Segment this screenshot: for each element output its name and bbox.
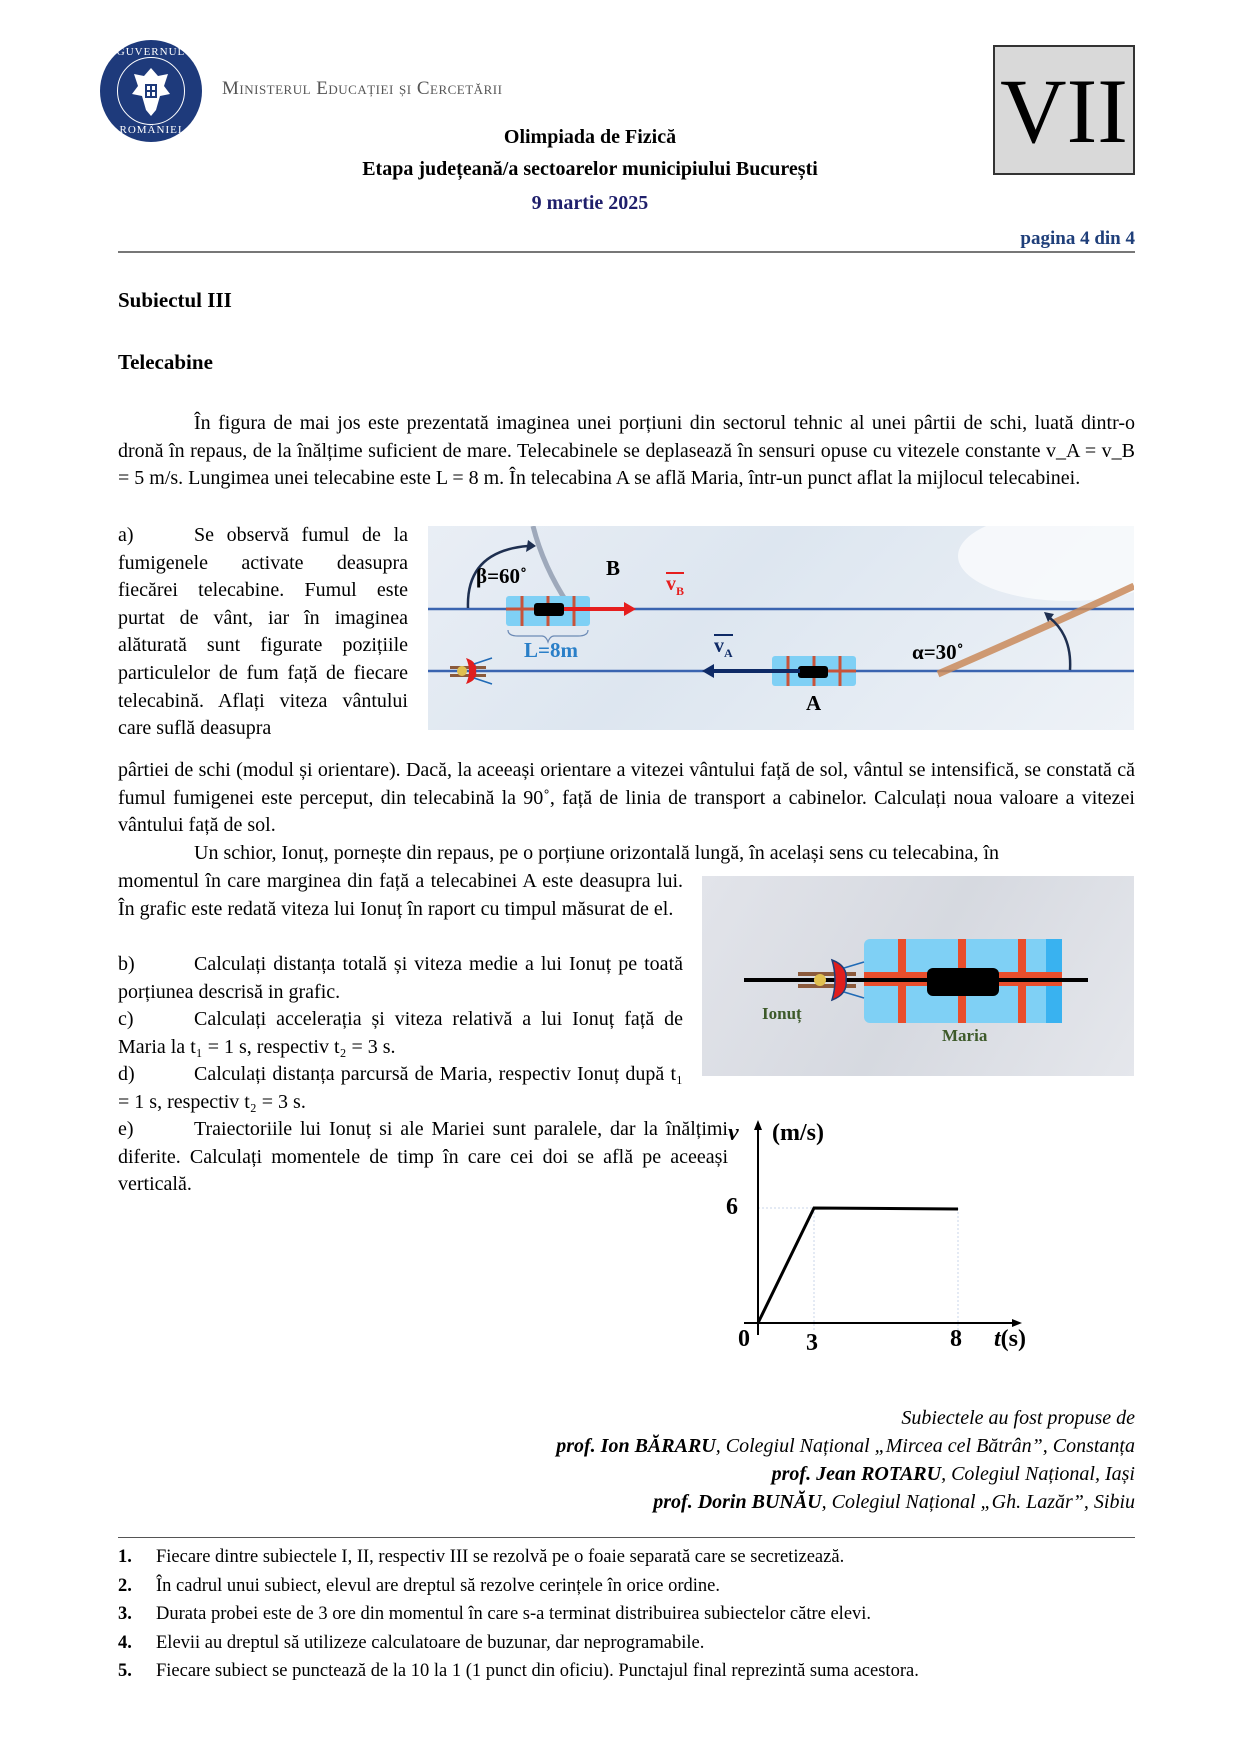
credit-author-2: prof. Jean ROTARU, Colegiul Național, Iași [771, 1463, 1135, 1485]
part-d-label: d) [118, 1063, 135, 1085]
part-e [118, 1116, 728, 1199]
rule-item: 3. Durata probei este de 3 ore din momentul în care s-a terminat distribuirea subiectelor către elevi. [118, 1604, 872, 1624]
part-c-text: Calculați accelerația și viteza relativă a lui Ionuț față de Maria la t₁ = 1 s, respectiv t₂ = 3 s. [118, 1008, 683, 1058]
skier-label: Ionuț [762, 1004, 802, 1023]
cabin-label: Maria [942, 1026, 988, 1045]
skier-intro-cont: momentul în care marginea din față a telecabinei A este deasupra lui. În grafic este redată viteza lui Ionuț în raport cu timpul măsurat de el. [118, 870, 683, 920]
part-a-text: Se observă fumul de la fumigenele activate deasupra fiecărei telecabine. Fumul este purtat de vânt, iar în imaginea alăturată sunt figurate pozițiile particulelor de fum față de fiecare telecabină. Aflați viteza vântului care suflă deasupra [118, 524, 408, 740]
subject-heading: Subiectul III [118, 288, 232, 312]
velocity-a-label: $v_A$ [714, 634, 733, 663]
cable-car-drone-figure [428, 526, 1134, 730]
part-c-label: c) [118, 1008, 134, 1030]
olympiad-title: Olimpiada de Fizică [503, 126, 677, 148]
part-e-label: e) [118, 1118, 134, 1140]
velocity-time-chart [726, 1120, 1092, 1380]
x-tick-3: 3 [806, 1330, 818, 1356]
part-b-text: Calculați distanța totală și viteza medie a lui Ionuț pe toată porțiunea descrisă in grafic. [118, 953, 683, 1003]
problem-intro: În figura de mai jos este prezentată imaginea unei porțiuni din sectorul tehnic al unei pârtii de schi, luată dintr-o dronă în repaus, de la înălțime suficient de mare. Telecabinele se deplasează în sensuri opuse cu vitezele constante v_A = v_B = 5 m/s. Lungimea unei telecabine este L = 8 m. În telecabina A se află Maria, într-un punct aflat la mijlocul telecabinei. [118, 412, 1135, 490]
y-axis-symbol: v [728, 1120, 739, 1146]
velocity-b-label: $v_B$ [666, 572, 684, 601]
beta-angle-label: β=60˚ [476, 564, 528, 588]
skier-and-cabin-figure [702, 876, 1134, 1076]
rule-item: 2. În cadrul unui subiect, elevul are dreptul să rezolve cerințele în orice ordine. [118, 1575, 721, 1596]
part-b-label: b) [118, 953, 135, 975]
header-divider [118, 251, 1135, 253]
problem-title: Telecabine [118, 350, 213, 374]
grade-badge: VII [993, 45, 1135, 175]
ministry-name: Ministerul Educației și Cercetării [222, 78, 503, 99]
credits-intro: Subiectele au fost propuse de [901, 1407, 1135, 1429]
logo-text-bottom: ROMÂNIEI [119, 124, 183, 136]
part-d-text: Calculați distanța parcursă de Maria, respectiv Ionuț după t₁ = 1 s, respectiv t₂ = 3 s. [118, 1063, 683, 1113]
part-a-continued: pârtiei de schi (modul și orientare). Dacă, la aceeași orientare a vitezei vântului față de sol, vântul se intensifică, se constată că fumul fumigenei este perceput, din telecabină la 90˚, față de linia de transport a cabinelor. Calculați noua valoare a vitezei vântului față de sol. [118, 759, 1135, 837]
government-logo-icon [100, 40, 202, 142]
part-e-text: Traiectoriile lui Ionuț si ale Mariei sunt paralele, dar la înălțimi diferite. Calculați momentele de timp în care cei doi se află pe aceeași verticală. [118, 1118, 728, 1196]
olympiad-stage: Etapa județeană/a sectoarelor municipiului București [362, 158, 818, 180]
page-number: pagina 4 din 4 [1020, 228, 1135, 249]
cabin-a-label: A [806, 691, 822, 715]
rule-item: 1. Fiecare dintre subiectele I, II, respectiv III se rezolvă pe o foaie separată care se secretizează. [118, 1547, 845, 1567]
part-b [118, 951, 683, 1006]
credit-author-1: prof. Ion BĂRARU, Colegiul Național „Mircea cel Bătrân”, Constanța [556, 1435, 1135, 1457]
exam-rules-list [118, 1543, 1135, 1686]
velocity-line [758, 1208, 958, 1323]
skier-intro-line: Un schior, Ionuț, pornește din repaus, pe o porțiune orizontală lungă, în același sens cu telecabina, în [194, 842, 1000, 864]
exam-date: 9 martie 2025 [531, 192, 649, 214]
rule-item: 4. Elevii au dreptul să utilizeze calculatoare de buzunar, dar neprogramabile. [118, 1632, 705, 1653]
y-tick-6: 6 [726, 1194, 738, 1220]
x-axis-label: t(s) [994, 1326, 1026, 1352]
coat-of-arms-icon [117, 57, 185, 125]
credit-author-3: prof. Dorin BUNĂU, Colegiul Național „Gh. Lazăr”, Sibiu [653, 1491, 1135, 1513]
part-a-label: a) [118, 524, 134, 546]
part-c [118, 1006, 683, 1061]
x-tick-8: 8 [950, 1326, 962, 1352]
rule-item: 5. Fiecare subiect se punctează de la 10 la 1 (1 punct din oficiu). Punctajul final reprezintă suma acestora. [118, 1661, 919, 1681]
cabin-length-label: L=8m [524, 638, 578, 662]
logo-text-top: GUVERNUL [116, 46, 186, 58]
y-axis-unit: (m/s) [772, 1120, 824, 1146]
alpha-angle-label: α=30˚ [912, 640, 964, 664]
part-d [118, 1061, 683, 1116]
part-a [118, 522, 408, 743]
x-tick-0: 0 [738, 1326, 750, 1352]
cabin-b-label: B [606, 556, 621, 580]
footer-divider [118, 1537, 1135, 1538]
